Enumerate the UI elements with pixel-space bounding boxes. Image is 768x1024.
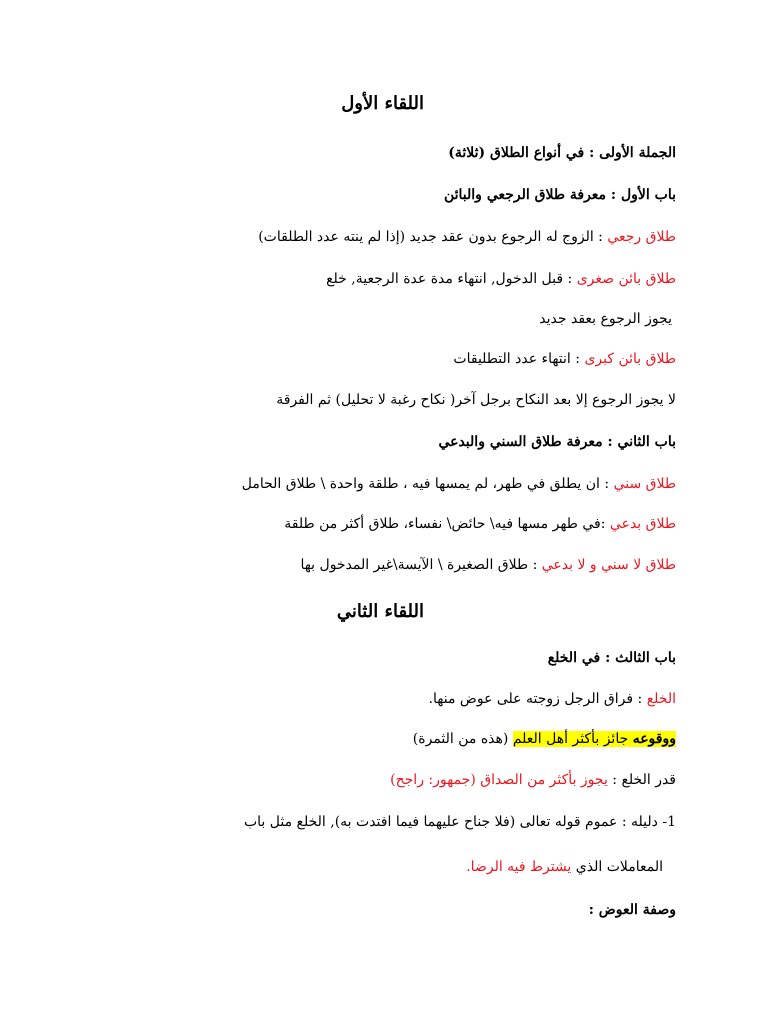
evidence-text: دليله : عموم قوله تعالى (فلا جناح عليهما فيما افتدت به), الخلع مثل باب bbox=[243, 814, 658, 830]
chapter2-heading: باب الثاني : معرفة طلاق السني والبدعي bbox=[438, 434, 676, 450]
evidence-cont-text: المعاملات الذي bbox=[571, 859, 663, 875]
compensation-heading: وصفة العوض : bbox=[588, 902, 676, 918]
kubra-definition bbox=[453, 349, 676, 369]
sunni-definition bbox=[242, 474, 676, 494]
khul-text: : فراق الرجل زوجته على عوض منها. bbox=[428, 691, 647, 707]
evidence-continuation bbox=[466, 857, 663, 877]
sunni-term: طلاق سني bbox=[613, 476, 676, 492]
raji-definition bbox=[258, 227, 676, 247]
neither-text: : طلاق الصغيرة \ الآيسة\غير المدخول بها bbox=[300, 557, 542, 573]
evidence-number: 1- bbox=[657, 814, 676, 830]
raji-text: : الزوج له الرجوع بدون عقد جديد (إذا لم ينته عدد الطلقات) bbox=[258, 229, 608, 245]
khul-term: الخلع bbox=[646, 691, 676, 707]
chapter3-heading: باب الثالث : في الخلع bbox=[547, 650, 676, 666]
amount-ruling: يجوز بأكثر من الصداق (جمهور: راجح) bbox=[390, 772, 608, 788]
occurrence-line bbox=[413, 729, 676, 749]
khul-definition bbox=[429, 689, 676, 709]
evidence-line bbox=[244, 812, 676, 832]
sunni-text: : ان يطلق في طهر، لم يمسها فيه ، طلقة واحدة \ طلاق الحامل bbox=[241, 476, 614, 492]
occurrence-bold: ووقوعه bbox=[632, 731, 676, 747]
sughra-text: : قبل الدخول, انتهاء مدة عدة الرجعية, خلع bbox=[326, 271, 577, 287]
neither-definition bbox=[300, 555, 676, 575]
neither-term: طلاق لا سني و لا بدعي bbox=[541, 557, 676, 573]
sughra-definition bbox=[326, 269, 676, 289]
kubra-term: طلاق بائن كبرى bbox=[584, 351, 676, 367]
kubra-note: لا يجوز الرجوع إلا بعد النكاح برجل آخر( نكاح رغبة لا تحليل) ثم الفرقة bbox=[276, 392, 676, 408]
bidi-term: طلاق بدعي bbox=[609, 516, 676, 532]
sughra-note: يجوز الرجوع بعقد جديد bbox=[539, 311, 672, 327]
meeting1-title: اللقاء الأول bbox=[341, 93, 424, 114]
raji-term: طلاق رجعي bbox=[607, 229, 676, 245]
amount-label: قدر الخلع : bbox=[607, 772, 676, 788]
occurrence-highlight: جائز بأكثر أهل العلم bbox=[512, 731, 633, 747]
kubra-text: : انتهاء عدد التطليقات bbox=[453, 351, 585, 367]
amount-line bbox=[390, 770, 676, 790]
meeting2-title: اللقاء الثاني bbox=[336, 601, 424, 622]
evidence-cont-condition: يشترط فيه الرضا. bbox=[466, 859, 572, 875]
occurrence-rest: (هذه من الثمرة) bbox=[412, 731, 513, 747]
bidi-definition bbox=[284, 514, 676, 534]
bidi-text: :في طهر مسها فيه\ حائض\ نفساء، طلاق أكثر من طلقة bbox=[284, 516, 610, 532]
chapter1-heading: باب الأول : معرفة طلاق الرجعي والبائن bbox=[443, 187, 676, 203]
sughra-term: طلاق بائن صغرى bbox=[576, 271, 676, 287]
sentence1-heading: الجملة الأولى : في أنواع الطلاق (ثلاثة) bbox=[448, 145, 676, 161]
